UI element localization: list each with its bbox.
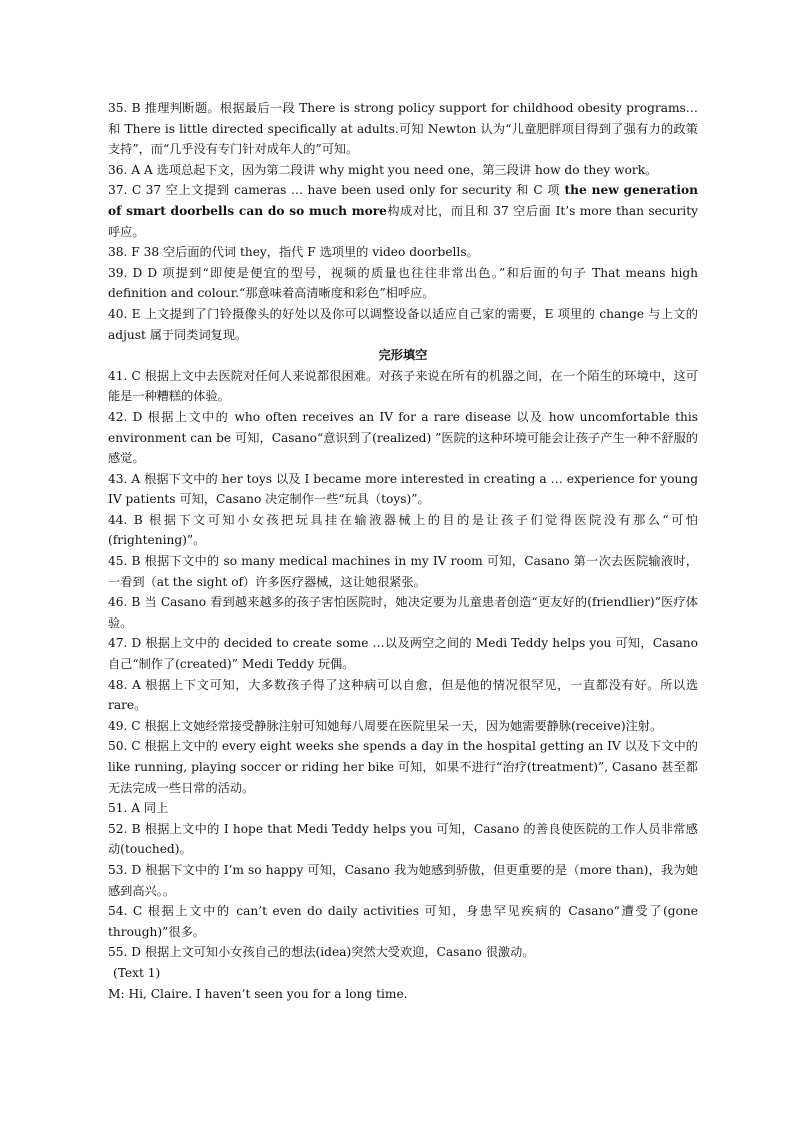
answer-55: 55. D 根据上文可知小女孩自己的想法(idea)突然大受欢迎，Casano 很激动。 [108,945,535,960]
answer-37-part2: 构成对比，而且和 37 空后面 It’s more than security 呼应。 [108,203,698,239]
answer-key-page [108,98,698,1004]
dialogue-line-m: M: Hi, Claire. I haven’t seen you for a long time. [108,986,408,1001]
answer-39: 39. D D 项提到“即使是便宜的型号，视频的质量也往往非常出色。”和后面的句子 That means high definition and colour.“那意味着高清晰度和彩色”相呼应。 [108,265,698,301]
answer-46: 46. B 当 Casano 看到越来越多的孩子害怕医院时，她决定要为儿童患者创造“更友好的(friendlier)”医疗体验。 [108,595,698,630]
answer-54: 54. C 根据上文中的 can’t even do daily activities 可知，身患罕见疾病的 Casano“遭受了(gone through)”很多。 [108,904,698,939]
answer-35: 35. B 推理判断题。根据最后一段 There is strong policy support for childhood obesity programs…和 There is little directed specifically at adults.可知 Newton 认为“儿童肥胖项目得到了强有力的政策支持”，而“几乎没有专门针对成年人的”可知。 [108,101,698,157]
answer-50: 50. C 根据上文中的 every eight weeks she spends a day in the hospital getting an IV 以及下文中的 like running, playing soccer or riding her bike 可知，如果不进行“治疗(treatment)”, Casano 甚至都无法完成一些日常的活动。 [108,739,698,795]
answer-37 [108,180,698,242]
answer-42: 42. D 根据上文中的 who often receives an IV for a rare disease 以及 how uncomfortable this environment can be 可知，Casano“意识到了(realized) ”医院的这种环境可能会让孩子产生一种不舒服的感觉。 [108,409,698,466]
answer-38: 38. F 38 空后面的代词 they，指代 F 选项里的 video doorbells。 [108,245,479,260]
answer-48: 48. A 根据上下文可知，大多数孩子得了这种病可以自愈，但是他的情况很罕见，一直都没有好。所以选 rare。 [108,677,698,713]
answer-52: 52. B 根据上文中的 I hope that Medi Teddy helps you 可知，Casano 的善良使医院的工作人员非常感动(touched)。 [108,821,698,857]
answer-53: 53. D 根据下文中的 I’m so happy 可知，Casano 我为她感到骄傲，但更重要的是（more than)，我为她感到高兴。。 [108,862,698,898]
answer-47: 47. D 根据上文中的 decided to create some …以及两空之间的 Medi Teddy helps you 可知，Casano 自己“制作了(created)” Medi Teddy 玩偶。 [108,636,698,672]
answer-36: 36. A A 选项总起下文，因为第二段讲 why might you need one，第三段讲 how do they work。 [108,162,658,177]
answer-37-bold-quote: the new generation of smart doorbells can do so much more [108,183,698,218]
answer-40: 40. E 上文提到了门铃摄像头的好处以及你可以调整设备以适应自己家的需要，E 项里的 change 与上文的 adjust 属于同类词复现。 [108,306,698,342]
answer-44: 44. B 根据下文可知小女孩把玩具挂在输液器械上的目的是让孩子们觉得医院没有那么“可怕(frightening)”。 [108,512,698,548]
section-heading: 完形填空 [378,348,428,363]
answer-43: 43. A 根据下文中的 her toys 以及 I became more interested in creating a … experience for young IV patients 可知，Casano 决定制作一些“玩具（toys)”。 [108,471,698,507]
answer-41: 41. C 根据上文中去医院对任何人来说都很困难。对孩子来说在所有的机器之间，在一个陌生的环境中，这可能是一种糟糕的体验。 [108,368,698,404]
answer-45: 45. B 根据下文中的 so many medical machines in my IV room 可知，Casano 第一次去医院输液时，一看到（at the sight of）许多医疗器械，这让她很紧张。 [108,554,698,589]
answer-49: 49. C 根据上文她经常接受静脉注射可知她每八周要在医院里呆一天，因为她需要静脉(receive)注射。 [108,718,663,733]
answer-37-part1: 37. C 37 空上文提到 cameras … have been used only for security 和 C 项 [108,183,565,198]
text-1-label: (Text 1) [113,965,161,980]
answer-51: 51. A 同上 [108,801,169,816]
